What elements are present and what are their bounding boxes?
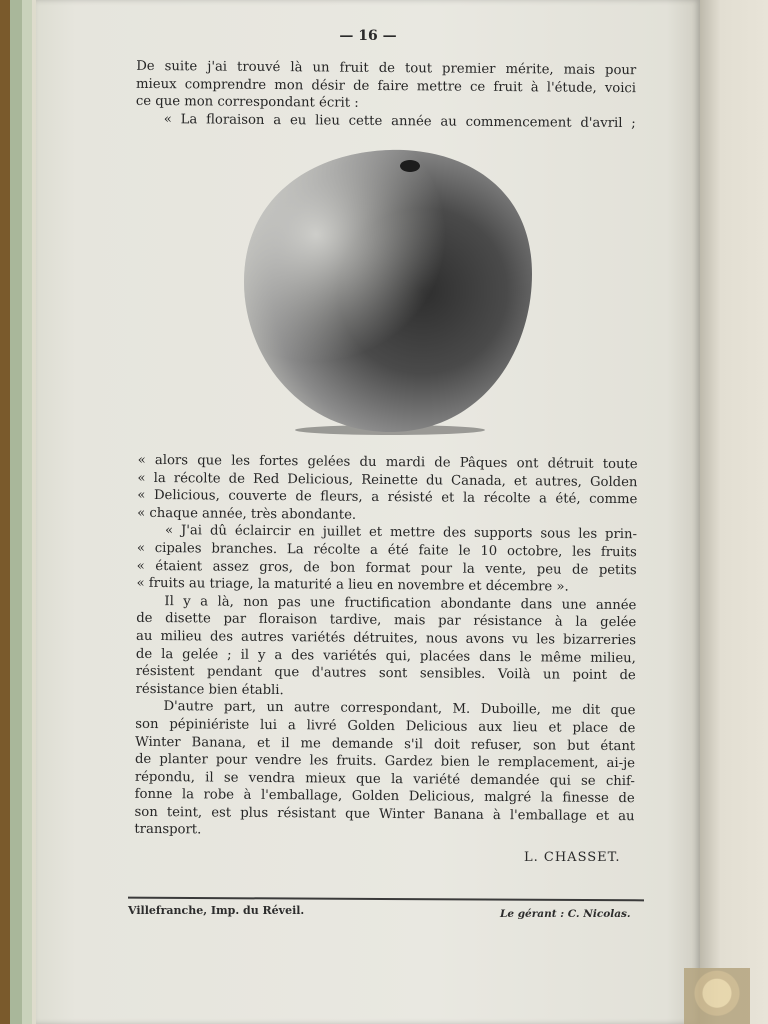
- text-line: « cipales branches. La récolte a été faite le 10 octobre, les fruits: [136, 540, 637, 561]
- text-line: résistent pendant que d'autres sont sensibles. Voilà un point de: [135, 663, 636, 684]
- text-line: de planter pour vendre les fruits. Gardez bien le remplacement, ai-je: [134, 751, 636, 772]
- text-line: répondu, il se vendra mieux que la variété demandée qui se chif-: [134, 769, 635, 789]
- text-line: son teint, est plus résistant que Winter Banana à l'emballage et au: [134, 804, 635, 825]
- text-line: transport.: [134, 822, 202, 838]
- footer-divider: [128, 897, 644, 902]
- author-signature: L. CHASSET.: [524, 850, 621, 865]
- text-line: ce que mon correspondant écrit :: [135, 94, 359, 111]
- text-line: mieux comprendre mon désir de faire mettre ce fruit à l'étude, voici: [136, 76, 637, 96]
- body-text: [134, 452, 637, 843]
- text-line: « La floraison a eu lieu cette année au commencement d'avril ;: [163, 111, 636, 131]
- text-line: « alors que les fortes gelées du mardi de Pâques ont détruit toute: [137, 452, 638, 473]
- text-line: De suite j'ai trouvé là un fruit de tout premier mérite, mais pour: [136, 58, 637, 79]
- apple-photograph: [240, 144, 536, 436]
- text-line: « étaient assez gros, de bon format pour la vente, peu de petits: [136, 558, 637, 578]
- text-line: de la gelée ; il y a des variétés qui, placées dans le même milieu,: [135, 646, 636, 666]
- page-number: — 16 —: [339, 28, 397, 44]
- text-line: « fruits au triage, la maturité a lieu en novembre et décembre ».: [136, 575, 569, 595]
- apple-image: [240, 144, 536, 436]
- text-line: de disette par floraison tardive, mais par résistance à la gelée: [136, 611, 637, 631]
- watermark-thumbnail: [684, 968, 750, 1024]
- manager-credit: Le gérant : C. Nicolas.: [500, 908, 631, 920]
- text-line: « la récolte de Red Delicious, Reinette du Canada, et autres, Golden: [137, 470, 638, 490]
- text-line: résistance bien établi.: [135, 681, 284, 698]
- adjacent-page-edge: [700, 0, 768, 1024]
- text-line: « J'ai dû éclaircir en juillet et mettre des supports sous les prin-: [164, 523, 638, 543]
- book-spine-edge: [0, 0, 40, 1024]
- book-page: [36, 0, 700, 1024]
- text-line: son pépiniériste lui a livré Golden Delicious aux lieu et place de: [135, 716, 636, 737]
- text-line: au milieu des autres variétés détruites, nous avons vu les bizarreries: [136, 628, 637, 649]
- text-line: Il y a là, non pas une fructification abondante dans une année: [164, 593, 637, 613]
- text-line: fonne la robe à l'emballage, Golden Delicious, malgré la finesse de: [134, 787, 635, 807]
- printer-imprint: Villefranche, Imp. du Réveil.: [128, 904, 305, 917]
- text-line: Winter Banana, et il me demande s'il doit refuser, son but étant: [135, 734, 636, 754]
- intro-paragraph: [136, 58, 637, 133]
- text-line: D'autre part, un autre correspondant, M. Duboille, me dit que: [163, 699, 636, 719]
- text-line: « chaque année, très abondante.: [137, 505, 357, 523]
- text-line: « Delicious, couverte de fleurs, a résisté et la récolte a été, comme: [137, 488, 638, 508]
